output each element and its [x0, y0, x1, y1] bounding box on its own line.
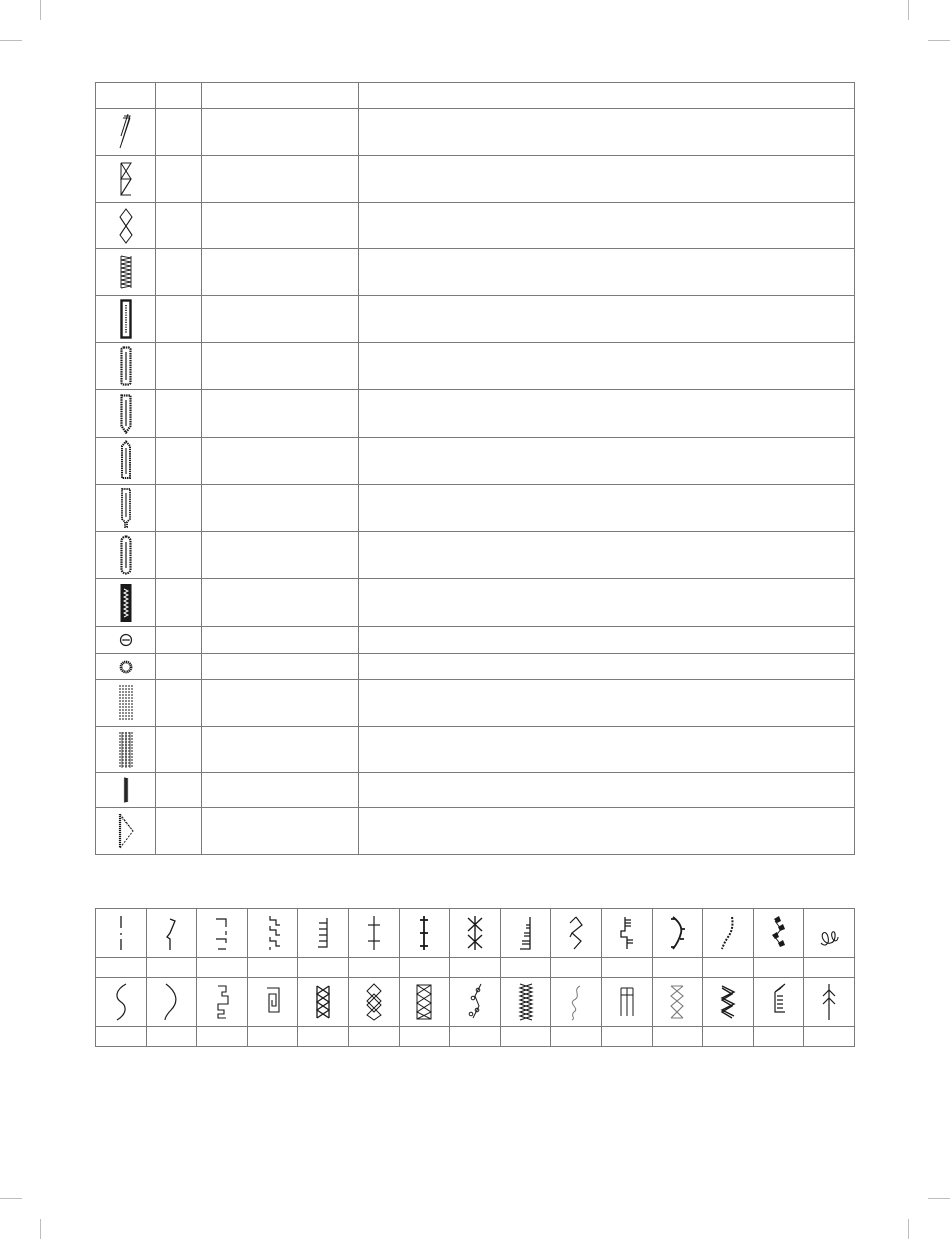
- ladder-stitch-icon: [617, 982, 637, 1022]
- table-row: [96, 438, 855, 485]
- table-row: [96, 627, 855, 654]
- stretch-buttonhole-icon: [120, 535, 132, 575]
- stitch-table: [95, 82, 855, 855]
- crop-mark: [0, 40, 22, 41]
- standard-buttonhole-icon: [120, 299, 132, 339]
- table-row: [96, 109, 855, 156]
- stitch-pattern-grid: [95, 908, 855, 1047]
- twisted-stitch-icon: [667, 982, 687, 1022]
- crop-mark: [928, 1198, 950, 1199]
- loop-stitch-icon: [818, 915, 840, 951]
- crop-mark: [908, 1219, 909, 1239]
- pattern-number-row: [96, 1027, 855, 1047]
- box-lattice-icon: [414, 982, 434, 1022]
- comb-stitch-icon: [313, 915, 333, 951]
- straight-dash-icon: [111, 915, 131, 951]
- table-row: [96, 203, 855, 249]
- fan-stitch-icon: [769, 982, 789, 1022]
- darning-stitch-icon: [118, 684, 134, 722]
- reverse-curve-icon: [161, 982, 181, 1022]
- header-cell: [359, 83, 855, 109]
- table-row: [96, 808, 855, 855]
- tapered-keyhole-buttonhole-icon: [119, 487, 133, 529]
- keyhole-buttonhole-icon: [119, 440, 133, 482]
- header-cell: [202, 83, 359, 109]
- triangle-bartack-icon: [116, 811, 136, 851]
- crop-mark: [40, 0, 41, 20]
- spiral-key-icon: [263, 982, 283, 1022]
- star-stitch-icon: [465, 915, 485, 951]
- cross-dash-icon: [364, 915, 384, 951]
- table-header-row: [96, 83, 855, 109]
- crop-mark: [0, 1198, 22, 1199]
- step-stitch-icon: [212, 915, 232, 951]
- header-cell: [96, 83, 156, 109]
- header-cell: [156, 83, 202, 109]
- vine-stitch-icon: [465, 982, 485, 1022]
- braid-stitch-icon: [313, 982, 333, 1022]
- crop-mark: [928, 40, 950, 41]
- rounded-buttonhole-icon: [120, 346, 132, 386]
- feather-stitch-icon: [819, 982, 839, 1022]
- stepped-comb-icon: [516, 915, 536, 951]
- table-row: [96, 296, 855, 343]
- s-curve-icon: [111, 982, 131, 1022]
- leaf-stitch-icon: [769, 915, 789, 951]
- bartack-icon: [122, 777, 130, 803]
- double-step-icon: [263, 915, 283, 951]
- zigzag-column-icon: [718, 982, 738, 1022]
- table-row: [96, 727, 855, 773]
- bound-buttonhole-icon: [120, 583, 132, 623]
- crop-mark: [40, 1219, 41, 1239]
- table-row: [96, 654, 855, 680]
- chevron-stitch-icon: [566, 915, 586, 951]
- wave-stitch-icon: [566, 982, 586, 1022]
- angled-stitch-icon: [161, 915, 181, 951]
- arch-stitch-icon: [667, 915, 687, 951]
- table-row: [96, 390, 855, 438]
- table-row: [96, 249, 855, 296]
- curved-stitch-icon: [718, 915, 738, 951]
- table-row: [96, 343, 855, 390]
- reinforced-darning-icon: [118, 731, 134, 769]
- table-row: [96, 532, 855, 579]
- table-row: [96, 680, 855, 727]
- table-row: [96, 773, 855, 808]
- greek-key-icon: [212, 982, 232, 1022]
- diamond-lattice-icon: [364, 982, 384, 1022]
- button-sewing-icon: [119, 633, 133, 647]
- stepped-ladder-icon: [617, 915, 637, 951]
- dense-zigzag-overlock-icon: [119, 254, 133, 290]
- tapered-buttonhole-icon: [120, 394, 132, 434]
- table-row: [96, 485, 855, 532]
- cross-overlock-stitch-icon: [118, 207, 134, 245]
- plus-row-icon: [414, 915, 434, 951]
- smocking-icon: [516, 982, 536, 1022]
- eyelet-icon: [119, 660, 133, 674]
- overlock-stitch-icon: [118, 114, 134, 150]
- crop-mark: [908, 0, 909, 20]
- pattern-symbol-row: [96, 909, 855, 958]
- pattern-number-row: [96, 958, 855, 978]
- table-row: [96, 156, 855, 203]
- table-row: [96, 579, 855, 627]
- pattern-symbol-row: [96, 978, 855, 1027]
- double-overlock-stitch-icon: [118, 161, 134, 197]
